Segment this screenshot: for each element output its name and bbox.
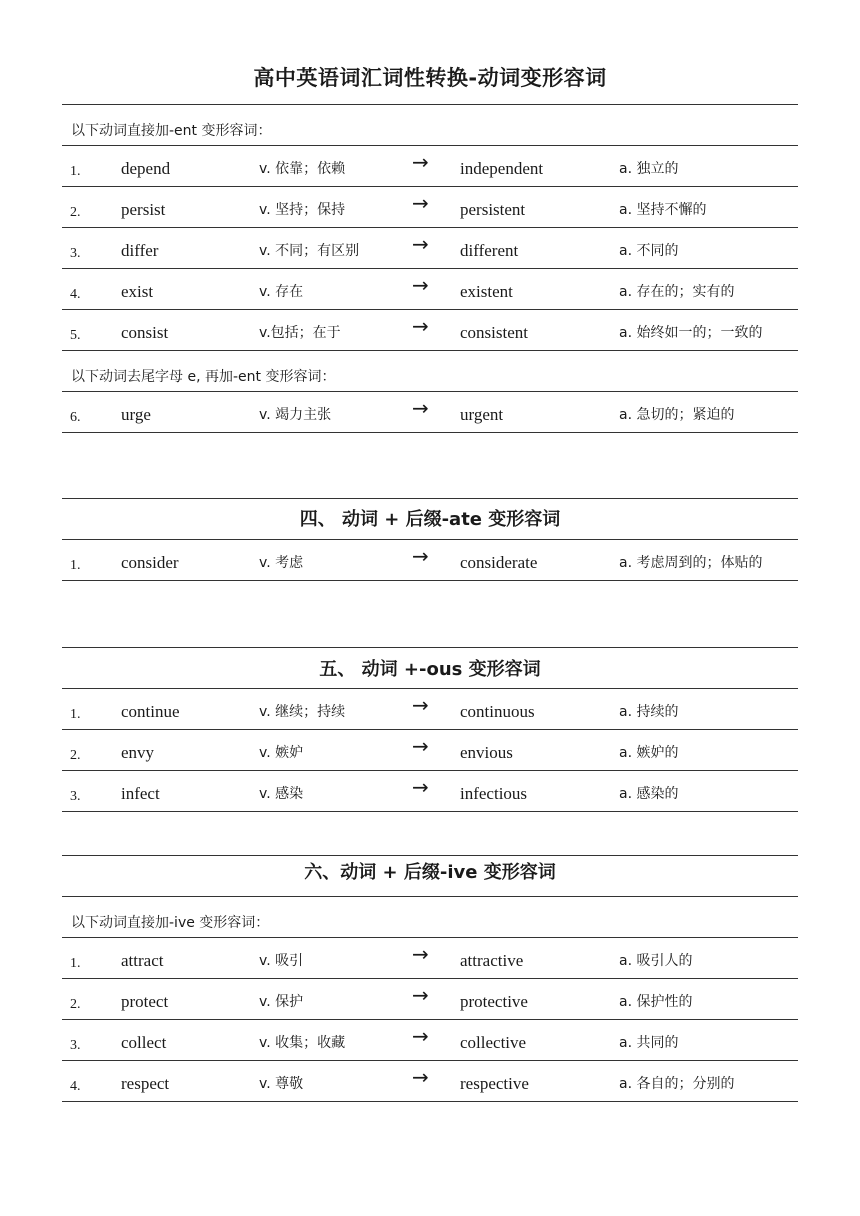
divider <box>62 1101 798 1102</box>
word-row <box>62 771 798 811</box>
adjective: independent <box>460 159 544 178</box>
verb: respect <box>121 1074 170 1093</box>
section-heading: 六、动词 + 后缀-ive 变形容词 <box>304 862 556 883</box>
section-heading: 五、 动词 +-ous 变形容词 <box>319 659 541 680</box>
adjective-meaning: a. 感染的 <box>619 786 679 802</box>
adjective-meaning: a. 共同的 <box>619 1035 679 1051</box>
divider <box>62 580 798 581</box>
verb: exist <box>121 282 154 301</box>
adjective-meaning: a. 始终如一的；一致的 <box>619 325 763 341</box>
adjective-meaning: a. 独立的 <box>619 161 679 177</box>
verb-meaning: v. 竭力主张 <box>259 407 332 423</box>
row-number: 1. <box>70 164 81 179</box>
word-row <box>62 310 798 350</box>
verb: collect <box>121 1033 167 1052</box>
section-heading: 四、 动词 + 后缀-ate 变形容词 <box>299 509 561 530</box>
adjective: persistent <box>460 200 526 219</box>
word-row <box>62 540 798 580</box>
divider <box>62 104 798 105</box>
verb: envy <box>121 743 155 762</box>
adjective: infectious <box>460 784 528 803</box>
word-row <box>62 1061 798 1101</box>
word-row <box>62 146 798 186</box>
verb-meaning: v. 依靠；依赖 <box>259 161 346 177</box>
arrow-icon: → <box>412 1024 429 1048</box>
word-row <box>62 689 798 729</box>
row-number: 3. <box>70 246 81 261</box>
adjective-meaning: a. 急切的；紧迫的 <box>619 407 735 423</box>
adjective: respective <box>460 1074 529 1093</box>
verb: protect <box>121 992 169 1011</box>
divider <box>62 811 798 812</box>
arrow-icon: → <box>412 693 429 717</box>
adjective: envious <box>460 743 513 762</box>
verb-meaning: v. 吸引 <box>259 953 304 969</box>
adjective-meaning: a. 保护性的 <box>619 994 693 1010</box>
verb-meaning: v. 坚持；保持 <box>259 202 346 218</box>
verb: depend <box>121 159 171 178</box>
divider <box>62 647 798 648</box>
adjective-meaning: a. 嫉妒的 <box>619 745 679 761</box>
adjective-meaning: a. 持续的 <box>619 704 679 720</box>
divider <box>62 498 798 499</box>
adjective: different <box>460 241 519 260</box>
arrow-icon: → <box>412 775 429 799</box>
arrow-icon: → <box>412 942 429 966</box>
adjective-meaning: a. 不同的 <box>619 243 679 259</box>
row-number: 2. <box>70 997 81 1012</box>
row-number: 3. <box>70 1038 81 1053</box>
row-number: 2. <box>70 748 81 763</box>
row-number: 3. <box>70 789 81 804</box>
verb-meaning: v. 不同；有区别 <box>259 243 360 259</box>
arrow-icon: → <box>412 1065 429 1089</box>
arrow-icon: → <box>412 734 429 758</box>
verb: attract <box>121 951 164 970</box>
arrow-icon: → <box>412 396 429 420</box>
row-number: 4. <box>70 287 81 302</box>
adjective: consistent <box>460 323 528 342</box>
adjective: existent <box>460 282 513 301</box>
divider <box>62 432 798 433</box>
verb-meaning: v. 存在 <box>259 284 304 300</box>
divider <box>62 896 798 897</box>
adjective-meaning: a. 坚持不懈的 <box>619 202 707 218</box>
row-number: 1. <box>70 956 81 971</box>
row-number: 1. <box>70 707 81 722</box>
adjective: protective <box>460 992 528 1011</box>
arrow-icon: → <box>412 150 429 174</box>
verb-meaning: v. 保护 <box>259 994 304 1010</box>
verb-meaning: v. 考虑 <box>259 555 304 571</box>
arrow-icon: → <box>412 232 429 256</box>
group-note: 以下动词去尾字母 e, 再加-ent 变形容词： <box>71 369 336 385</box>
row-number: 1. <box>70 558 81 573</box>
arrow-icon: → <box>412 314 429 338</box>
adjective-meaning: a. 存在的；实有的 <box>619 284 735 300</box>
adjective: considerate <box>460 553 538 572</box>
word-row <box>62 1020 798 1060</box>
verb-meaning: v. 尊敬 <box>259 1076 304 1092</box>
adjective: continuous <box>460 702 535 721</box>
adjective: urgent <box>460 405 504 424</box>
word-row <box>62 187 798 227</box>
divider <box>62 350 798 351</box>
group-note: 以下动词直接加-ive 变形容词： <box>71 915 270 931</box>
verb: continue <box>121 702 180 721</box>
verb: consist <box>121 323 169 342</box>
adjective: collective <box>460 1033 527 1052</box>
verb: infect <box>121 784 160 803</box>
divider <box>62 855 798 856</box>
verb: persist <box>121 200 166 219</box>
row-number: 4. <box>70 1079 81 1094</box>
adjective-meaning: a. 各自的；分别的 <box>619 1076 735 1092</box>
word-row <box>62 269 798 309</box>
row-number: 5. <box>70 328 81 343</box>
row-number: 6. <box>70 410 81 425</box>
arrow-icon: → <box>412 983 429 1007</box>
adjective-meaning: a. 吸引人的 <box>619 953 693 969</box>
word-row <box>62 730 798 770</box>
verb-meaning: v.包括；在于 <box>259 325 341 341</box>
verb: differ <box>121 241 159 260</box>
page-title: 高中英语词汇词性转换-动词变形容词 <box>253 66 607 90</box>
arrow-icon: → <box>412 544 429 568</box>
word-row <box>62 392 798 432</box>
verb-meaning: v. 收集；收藏 <box>259 1035 346 1051</box>
word-row <box>62 228 798 268</box>
adjective: attractive <box>460 951 524 970</box>
group-note: 以下动词直接加-ent 变形容词： <box>71 123 272 139</box>
arrow-icon: → <box>412 191 429 215</box>
row-number: 2. <box>70 205 81 220</box>
adjective-meaning: a. 考虑周到的；体贴的 <box>619 555 763 571</box>
verb-meaning: v. 感染 <box>259 786 304 802</box>
verb-meaning: v. 继续；持续 <box>259 704 346 720</box>
verb-meaning: v. 嫉妒 <box>259 745 304 761</box>
arrow-icon: → <box>412 273 429 297</box>
word-row <box>62 979 798 1019</box>
word-row <box>62 938 798 978</box>
verb: urge <box>121 405 151 424</box>
verb: consider <box>121 553 179 572</box>
